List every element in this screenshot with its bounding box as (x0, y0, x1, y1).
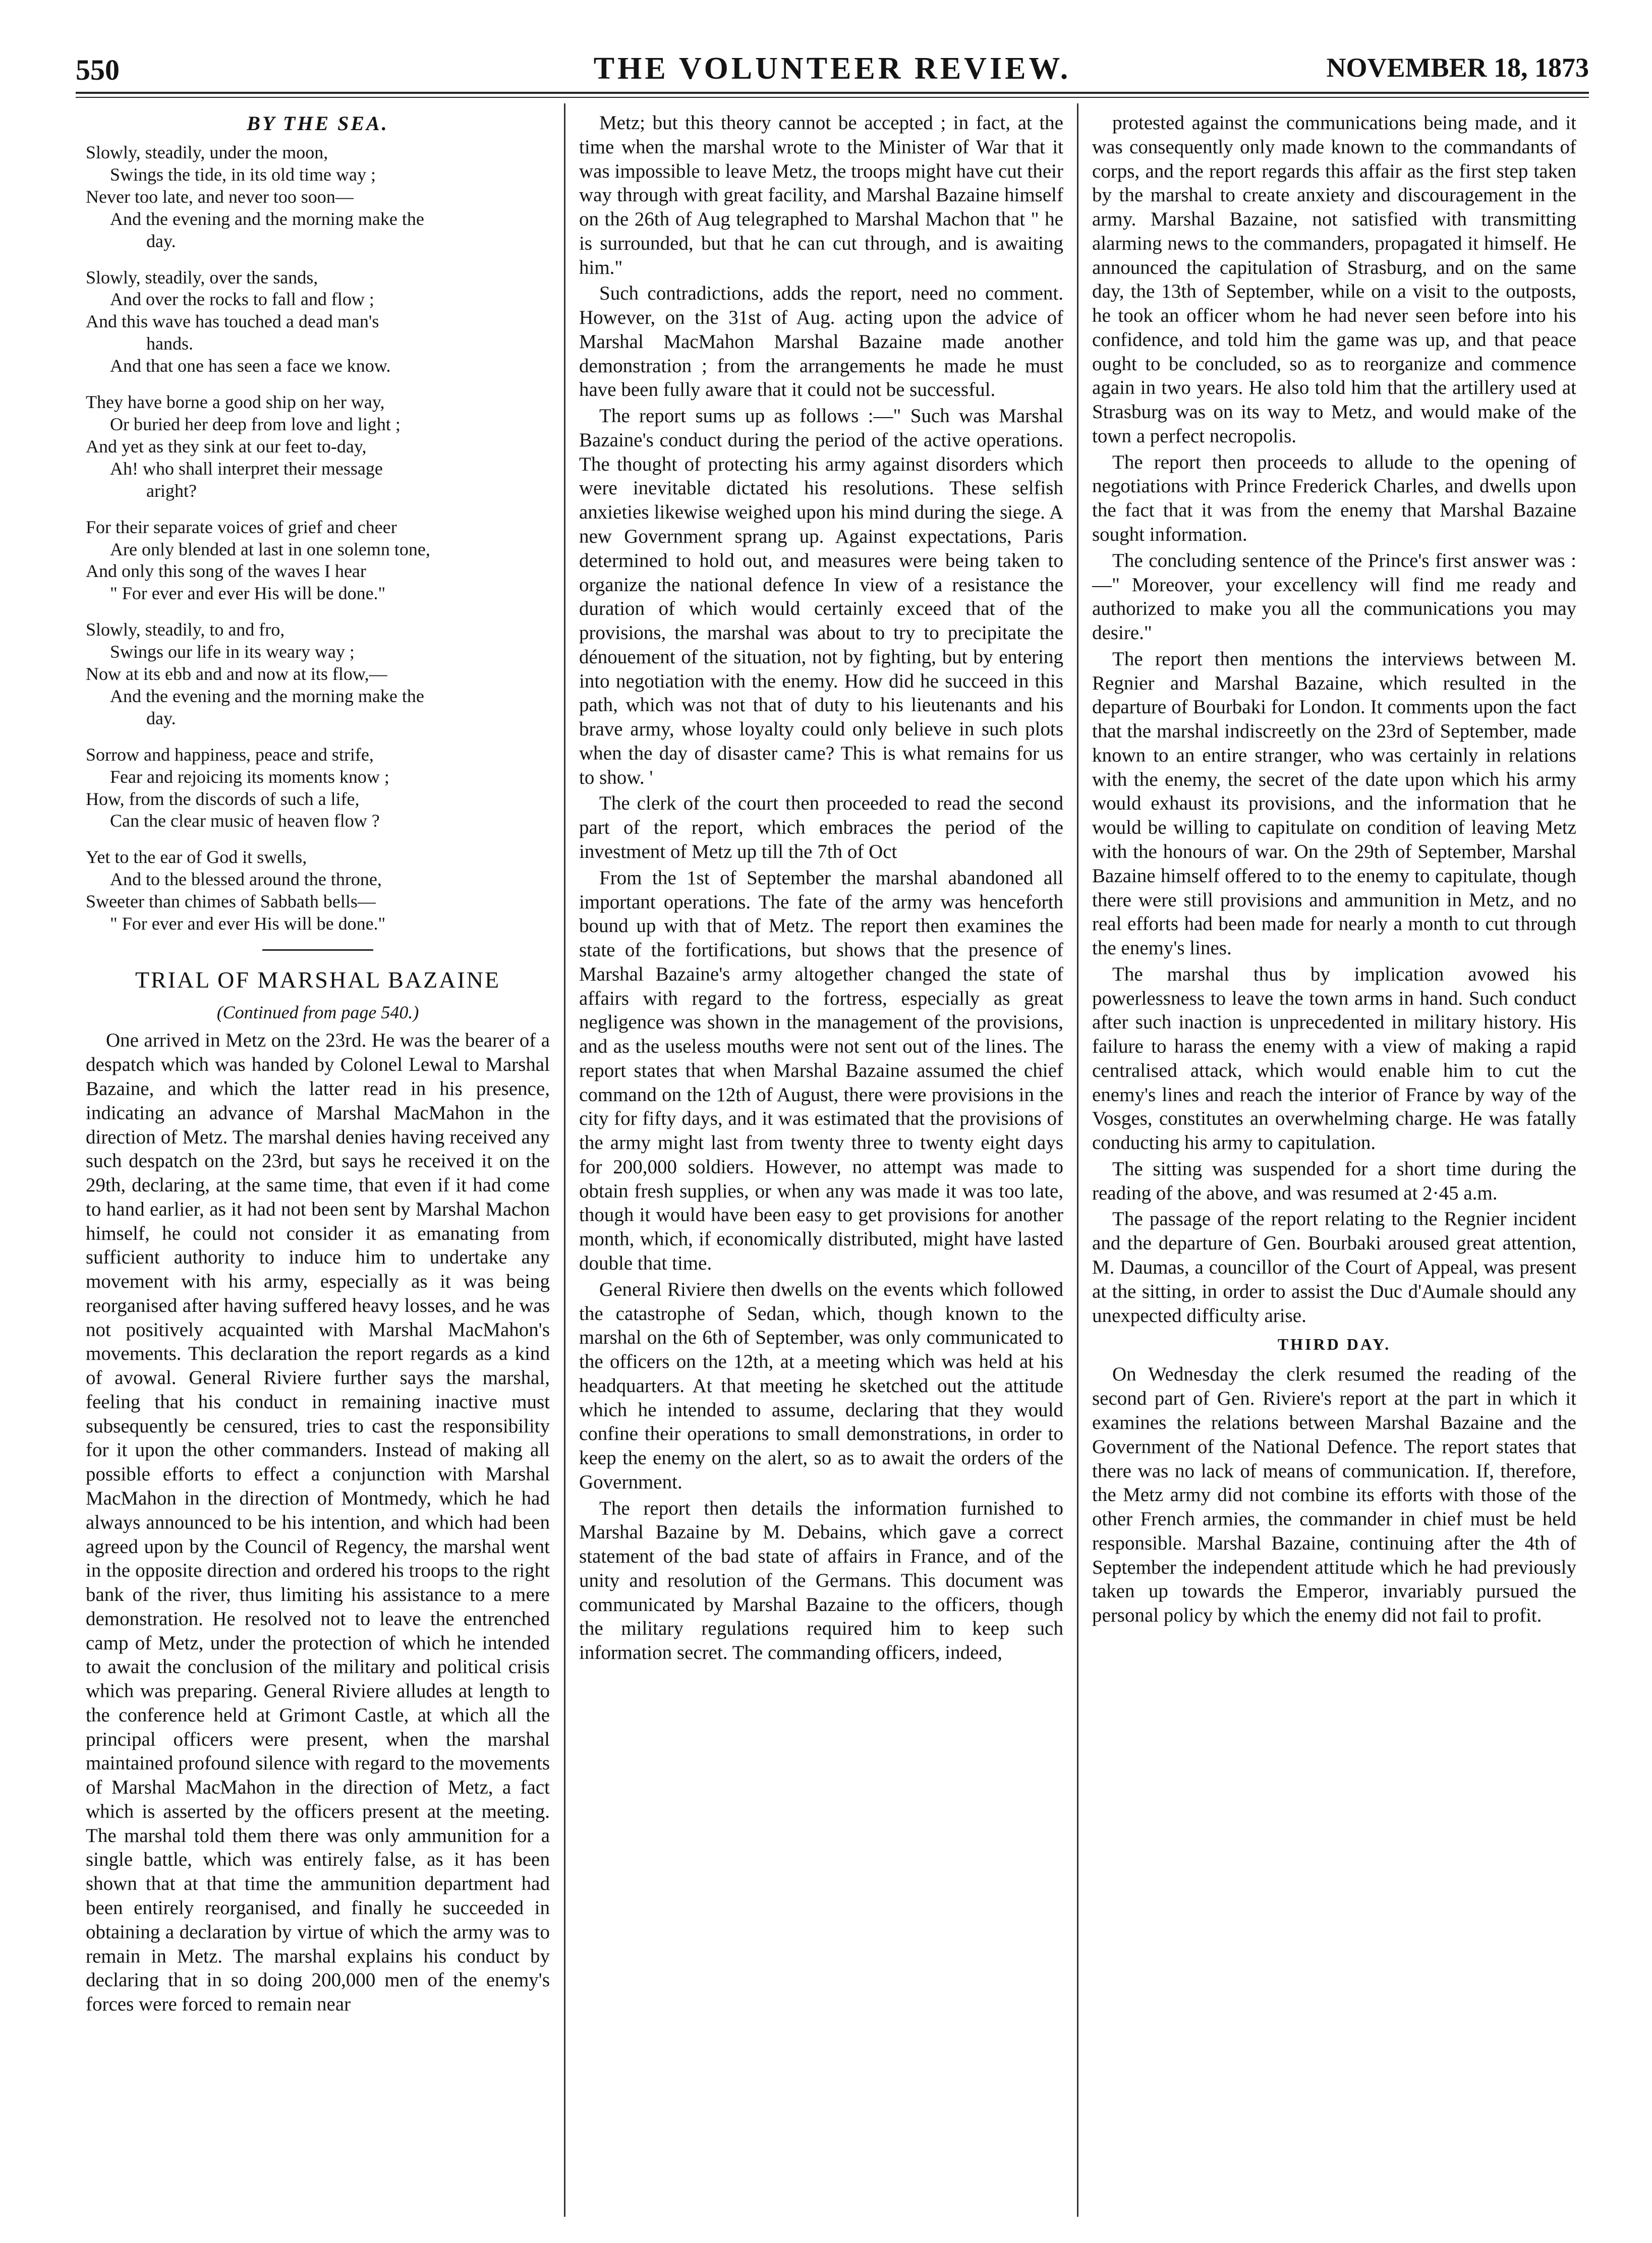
section-divider (262, 949, 373, 951)
article-paragraph: The report then details the information furnished to Marshal Bazaine by M. Debains, which gave a correct statement of the bad state of affairs in France, and of the unity and resolution of the Germans. This document was communicated by Marshal Bazaine to the officers, though the military regulations required him to keep such information secret. The commanding officers, indeed, (579, 1497, 1063, 1664)
article-paragraph: The report then proceeds to allude to the opening of negotiations with Prince Frederick Charles, and dwells upon the fact that it was from the enemy that Marshal Bazaine sought information. (1092, 451, 1576, 546)
page-number: 550 (76, 53, 120, 86)
poem-line: Yet to the ear of God it swells, (86, 847, 307, 868)
poem-line: And that one has seen a face we know. (110, 356, 391, 376)
article-paragraph: The sitting was suspended for a short time during the reading of the above, and was resumed at 2·45 a.m. (1092, 1158, 1576, 1204)
poem-line: day. (146, 708, 176, 728)
poem-line: Slowly, steadily, over the sands, (86, 267, 318, 287)
page-header (76, 48, 1589, 88)
third-day-heading: THIRD DAY. (1277, 1335, 1391, 1354)
article-paragraph: The marshal thus by implication avowed his powerlessness to leave the town arms in hand. Such conduct after such inaction is unprecedented in military history. His failure to harass the enemy with a view of making a rapid centralised attack, which would enable him to cut the enemy's lines and reach the interior of France by way of the Vosges, constitutes an overwhelming charge. He was fatally conducting his army to capitulation. (1092, 963, 1576, 1154)
poem-line: " For ever and ever His will be done." (110, 913, 386, 934)
poem-line: And to the blessed around the throne, (110, 869, 382, 890)
article-paragraph: The report sums up as follows :—" Such was Marshal Bazaine's conduct during the period of the active operations. The thought of protecting his army against disorders which were inevitable dictated his resolutions. These selfish anxieties likewise weighed upon his mind during the siege. A new Government sprang up. Against expectations, Paris determined to hold out, and measures were being taken to organize the national defence In view of a resistance the duration of which would certainly exceed that of the provisions, the marshal was about to try to precipitate the dénouement of the situation, not by fighting, but by entering into negotiation with the enemy. How did he succeed in this path, which was not that of duty to his lieutenants and his brave army, whose loyalty could only believe in such plots when the day of disaster came? This is what remains for us to show. ' (579, 405, 1063, 788)
poem-line: And yet as they sink at our feet to-day, (86, 436, 367, 456)
poem-line: Sorrow and happiness, peace and strife, (86, 744, 374, 765)
article-paragraph: General Riviere then dwells on the events which followed the catastrophe of Sedan, which, though known to the marshal on the 6th of September, was only communicated to the officers on the 12th, at a meeting which was held at his headquarters. At that meeting he sketched out the attitude which he intended to assume, declaring that they would confine their operations to small demonstrations, in order to keep the enemy on the alert, so as to await the orders of the Government. (579, 1278, 1063, 1493)
article-paragraph: The concluding sentence of the Prince's first answer was :—" Moreover, your excellency will find me ready and authorized to make you all the communications you may desire." (1092, 549, 1576, 644)
article-column-3-text (1092, 111, 1576, 1328)
poem-line: Are only blended at last in one solemn tone, (110, 539, 430, 559)
poem-line: Slowly, steadily, under the moon, (86, 142, 328, 162)
poem-line: Or buried her deep from love and light ; (110, 414, 401, 434)
article-paragraph: The passage of the report relating to the Regnier incident and the departure of Gen. Bourbaki aroused great attention, M. Daumas, a councillor of the Court of Appeal, was present at the sitting, in order to assist the Duc d'Aumale should any unexpected difficulty arise. (1092, 1208, 1576, 1327)
article-column-3-continued (1092, 1362, 1576, 1627)
column-divider-1 (564, 103, 565, 2217)
poem-line: Now at its ebb and and now at its flow,— (86, 664, 387, 684)
poem-line: And only this song of the waves I hear (86, 561, 366, 582)
publication-title: THE VOLUNTEER REVIEW. (593, 51, 1071, 86)
poem-line: Fear and rejoicing its moments know ; (110, 766, 389, 787)
poem-stanza (86, 142, 550, 253)
header-rule-thin (76, 97, 1589, 98)
poem-line: day. (146, 231, 176, 251)
continued-note: (Continued from page 540.) (216, 1002, 419, 1023)
poem-line: Swings the tide, in its old time way ; (110, 164, 376, 185)
article-paragraph: On Wednesday the clerk resumed the reading of the second part of Gen. Riviere's report at the part in which it examines the relations between Marshal Bazaine and the Government of the National Defence. The report states that there was no lack of means of communication. If, therefore, the Metz army did not combine its efforts with those of the other French armies, the commander in chief must be held responsible. Marshal Bazaine, continuing after the 4th of September the independent attitude which he had previously taken up towards the Emperor, invariably pursued the personal policy by which the enemy did not fail to profit. (1092, 1363, 1576, 1627)
poem-line: " For ever and ever His will be done." (110, 583, 386, 604)
article-paragraph: Such contradictions, adds the report, need no comment. However, on the 31st of Aug. acting upon the advice of Marshal MacMahon Marshal Bazaine made another demonstration ; from the arrangements he made he must have been fully aware that it could not be successful. (579, 282, 1063, 401)
poem-line: Ah! who shall interpret their message (110, 458, 383, 479)
column-3 (1092, 111, 1576, 1630)
poem-body (86, 142, 550, 935)
column-divider-2 (1077, 103, 1078, 2217)
poem-line: They have borne a good ship on her way, (86, 392, 385, 413)
issue-date: NOVEMBER 18, 1873 (1326, 52, 1589, 83)
article-paragraph: Metz; but this theory cannot be accepted ; in fact, at the time when the marshal wrote to the Minister of War that it was impossible to leave Metz, the troops might have cut their way through with great facility, and Marshal Bazaine himself on the 26th of Aug telegraphed to Marshal Machon that " he is surrounded, but that he can cut through, and is awaiting him." (579, 112, 1063, 278)
article-paragraph: protested against the communications being made, and it was consequently only made known to the commandants of corps, and the report regards this affair as the first step taken by the marshal to create anxiety and discouragement in the army. Marshal Bazaine, not satisfied with transmitting alarming news to the commanders, propagated it himself. He announced the capitulation of Strasburg, and on the same day, the 13th of September, while on a visit to the outposts, he took an officer whom he had never seen before into his confidence, and told him the game was up, and that peace ought to be concluded, so as to reorganize and commence again in two years. He also told him that the artillery used at Strasburg was on its way to Metz, and would make of the town a perfect necropolis. (1092, 112, 1576, 447)
header-rule (76, 92, 1589, 94)
poem-title: BY THE SEA. (247, 112, 389, 135)
poem-line: And the evening and the morning make the (110, 685, 424, 706)
poem-line: Sweeter than chimes of Sabbath bells— (86, 891, 376, 912)
poem-line: aright? (146, 480, 197, 501)
poem-line: For their separate voices of grief and cheer (86, 516, 397, 537)
column-1 (86, 111, 550, 2019)
poem-line: And the evening and the morning make the (110, 208, 424, 229)
poem-stanza (86, 391, 550, 502)
article-title: TRIAL OF MARSHAL BAZAINE (135, 967, 501, 993)
poem-line: Never too late, and never too soon— (86, 186, 354, 207)
poem-line: hands. (146, 333, 193, 354)
article-paragraph: From the 1st of September the marshal abandoned all important operations. The fate of the army was henceforth bound up with that of Metz. The report then examines the state of the fortifications, but shows that the presence of Marshal Bazaine's army altogether changed the state of affairs with regard to the fortress, especially as great negligence was shown in the management of the provisions, and as the useless mouths were not sent out of the lines. The report states that when Marshal Bazaine assumed the chief command on the 12th of August, there were provisions in the city for fifty days, and it was estimated that the provisions of the army might last from twenty three to twenty eight days for 200,000 soldiers. However, no attempt was made to obtain fresh supplies, or when any was made it was too late, though it would have been easy to get provisions for another month, which, if economically distributed, might have lasted double that time. (579, 867, 1063, 1274)
poem-line: And this wave has touched a dead man's (86, 311, 379, 332)
article-paragraph: The clerk of the court then proceeded to read the second part of the report, which embraces the period of the investment of Metz up till the 7th of Oct (579, 792, 1063, 862)
poem-line: Can the clear music of heaven flow ? (110, 811, 380, 831)
article-column-1-text (86, 1028, 550, 2016)
column-2 (579, 111, 1063, 1667)
poem-line: Swings our life in its weary way ; (110, 642, 355, 662)
poem-line: How, from the discords of such a life, (86, 788, 360, 809)
article-paragraph: The report then mentions the interviews between M. Regnier and Marshal Bazaine, which resulted in the departure of Bourbaki for London. It comments upon the fact that the marshal indiscreetly on the 23rd of September, made known to an entire stranger, who was certainly in relations with the enemy, the secret of the date upon which his army would exhaust its provisions, and the information that he would be willing to capitulate on condition of leaving Metz with the honours of war. On the 29th of September, Marshal Bazaine himself offered to to the enemy to capitulate, though there were still provisions and ammunition in Metz, and no real efforts had been made for nearly a month to cut through the enemy's lines. (1092, 648, 1576, 959)
poem-stanza (86, 744, 550, 833)
poem-stanza (86, 267, 550, 378)
poem-stanza (86, 516, 550, 605)
article-paragraph: One arrived in Metz on the 23rd. He was the bearer of a despatch which was handed by Colonel Lewal to Marshal Bazaine, and which the latter read in his presence, indicating an advance of Marshal MacMahon in the direction of Metz. The marshal denies having received any such despatch on the 23rd, but says he received it on the 29th, declaring, at the same time, that even if it had come to hand earlier, as it had not been sent by Marshal Machon himself, he could not consider it as emanating from sufficient authority to induce him to undertake any movement with his army, especially as it was being reorganised after having suffered heavy losses, and he was not positively acquainted with Marshal MacMahon's movements. This declaration the report regards as a kind of avowal. General Riviere further says the marshal, feeling that his conduct in remaining inactive must subsequently be censured, tries to cast the responsibility for it upon the other commanders. Instead of making all possible efforts to effect a conjunction with Marshal MacMahon in the direction of Montmedy, which he had always announced to be his intention, and which had been agreed upon by the Council of Regency, the marshal went in the opposite direction and ordered his troops to the right bank of the river, thus limiting his assistance to a mere demonstration. He resolved not to leave the entrenched camp of Metz, under the protection of which he intended to await the conclusion of the military and political crisis which was preparing. General Riviere alludes at length to the conference held at Grimont Castle, at which all the principal officers were present, when the marshal maintained profound silence with regard to the movements of Marshal MacMahon in the direction of Metz, a fact which is asserted by the officers present at the meeting. The marshal told them there was only ammunition for a single battle, which was entirely false, as it has been shown that at that time the ammunition department had been entirely reorganised, and finally he succeeded in obtaining a declaration by virtue of which the army was to remain in Metz. The marshal explains his conduct by declaring that in so doing 200,000 men of the enemy's forces were forced to remain near (86, 1029, 550, 2016)
poem-stanza (86, 619, 550, 730)
article-column-2-text (579, 111, 1063, 1665)
poem-line: Slowly, steadily, to and fro, (86, 619, 285, 640)
poem-line: And over the rocks to fall and flow ; (110, 289, 374, 310)
poem-stanza (86, 846, 550, 935)
